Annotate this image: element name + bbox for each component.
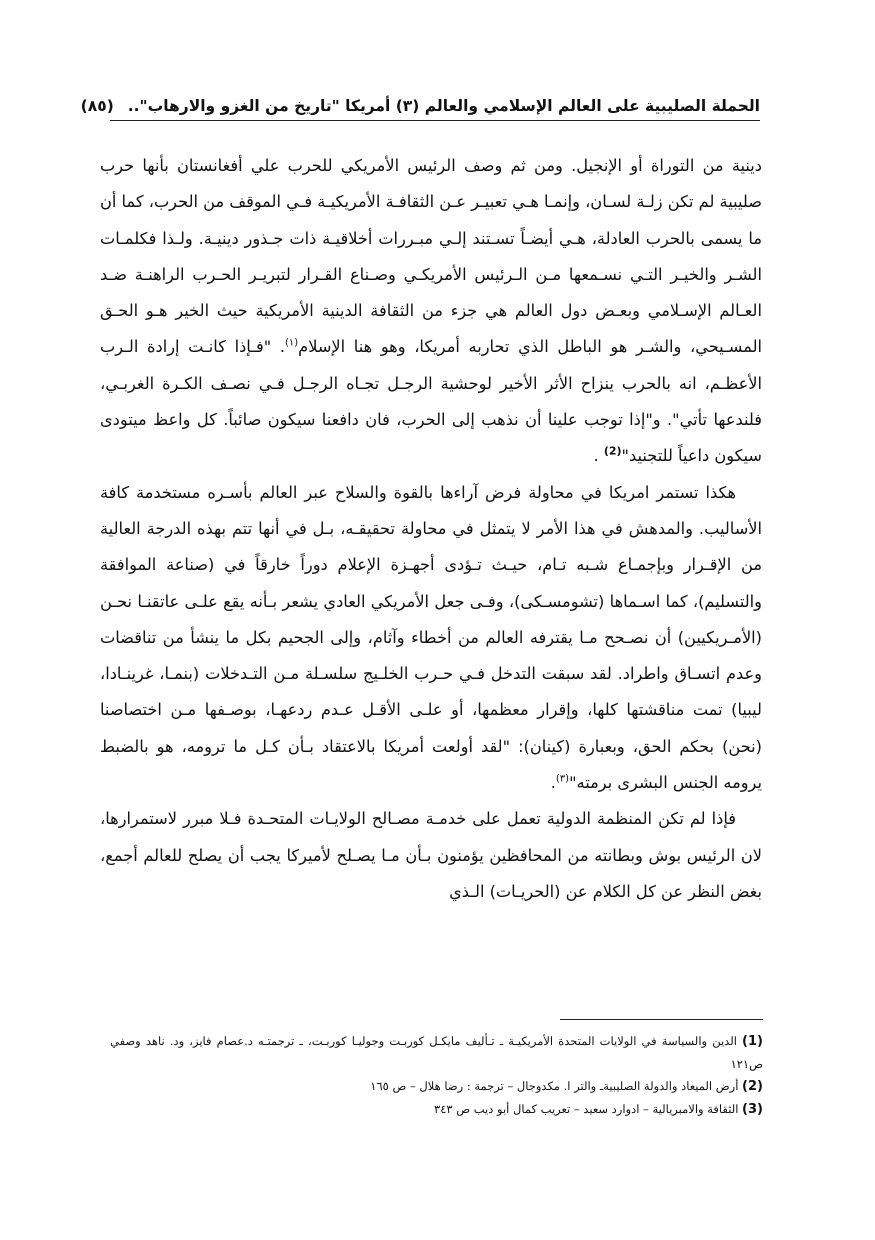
paragraph-2 xyxy=(100,475,762,802)
paragraph-text: دينية من التوراة أو الإنجيل. ومن ثم وصف الرئيس الأمريكي للحرب علي أفغانستان بأنها حرب صليبية لم تكن زلـة لسـان، وإنمـا هـي تعبيـر عـن الثقافـة الأمريكيـة فـي الموقف من الحرب، كما أن ما يسمى بالحرب العادلة، هـي أيضـاً تسـتند إلـي مبـررات أخلاقيـة ذات جـذور دينيـة. ولـذا فكلمـات الشـر والخيـر التـي نسـمعها مـن الـرئيس الأمريكـي وصـناع القـرار لتبريـر الحـرب الراهنـة ضـد العـالم الإسـلامي وبعـض دول العالم هي جزء من الثقافة الدينية الأمريكية حيث الخير هـو الحـق المسـيحي، والشـر هو الباطل الذي تحاربه أمريكا، وهو هنا الإسلام xyxy=(100,156,763,357)
paragraph-text: . "فـإذا كانـت إرادة الـرب الأعظـم، انه بالحرب ينزاح الأثر الأخير لوحشية الرجـل تجـاه الرجـل فـي نصـف الكـرة الغربـي، فلندعها تأتي". و"إذا توجب علينا أن نذهب إلى الحرب، فان دافعنا سيكون صائباً. كل واعظ ميتودى سيكون داعياً للتجنيد" xyxy=(100,337,762,466)
footnote-2 xyxy=(110,1075,763,1098)
footnote-number: (3) xyxy=(742,1102,763,1117)
body-text xyxy=(100,148,762,910)
footnote-separator xyxy=(560,1019,763,1020)
footnotes xyxy=(110,1030,763,1121)
running-header xyxy=(80,86,760,121)
page-number: (٨٥) xyxy=(80,97,114,115)
footnote-ref-1: (١) xyxy=(284,338,299,350)
footnote-text: الدين والسياسة في الولايات المتحدة الأمريكيـة ـ تـأليف مايكـل كوربـت وجوليـا كوربـت، ـ ترجمتـه د.عصام فايز، ود. ناهد وصفي ص١٢١ xyxy=(110,1034,763,1071)
footnote-ref-3: (٣) xyxy=(555,773,570,785)
paragraph-3 xyxy=(100,801,762,910)
footnote-3 xyxy=(110,1098,763,1121)
paragraph-text: . xyxy=(550,773,556,793)
footnote-number: (2) xyxy=(742,1079,763,1094)
header-title: الحملة الصليبية على العالم الإسلامي والعالم (٣) أمريكا "تاريخ من الغزو والارهاب".. xyxy=(127,97,760,115)
footnote-text: أرض الميعاد والدولة الصليبيةـ والتر ا. مكدوجال – ترجمة : رضا هلال – ص ١٦٥ xyxy=(370,1079,743,1093)
footnote-1 xyxy=(110,1030,763,1075)
paragraph-text: هكذا تستمر امريكا في محاولة فرض آراءها بالقوة والسلاح عبر العالم بأسـره مستخدمة كافة الأساليب. والمدهش في هذا الأمر لا يتمثل في محاولة تحقيقـه، بـل في أنها تتم بهذه الدرجة العالية من الإقـرار وبإجمـاع شـبه تـام، حيـث تـؤدى أجهـزة الإعلام دوراً خارقاً في (صناعة الموافقة والتسليم)، كما اسـماها (تشومسـكى)، وفـى جعل الأمريكي العادي يشعر بـأنه يقع علـى عاتقنـا نحـن (الأمـريكيين) أن نصـحح مـا يقترفه العالم من أخطاء وآثام، وإلى الجحيم بكل ما ينشأ من تناقضات وعدم اتسـاق واطراد. لقد سبقت التدخل فـي حـرب الخلـيج سلسـلة مـن التـدخلات (بنمـا، غرينـادا، ليبيا) تمت مناقشتها كلها، وإقرار معظمها، أو علـى الأقـل عـدم ردعهـا، بوصـفها مـن اختصاصنا (نحن) بحكم الحق، وبعبارة (كينان): "لقد أولعت أمريكا بالاعتقاد بـأن كـل ما ترومه، هو بالضبط يرومه الجنس البشرى برمته" xyxy=(100,482,762,793)
footnote-number: (1) xyxy=(742,1034,763,1049)
paragraph-text: فإذا لم تكن المنظمة الدولية تعمل على خدمـة مصـالح الولايـات المتحـدة فـلا مبرر لاستمرارها، لان الرئيس بوش وبطانته من المحافظين يؤمنون بـأن مـا يصـلح لأميركا يجب أن يصلح للعالم أجمع، بغض النظر عن كل الكلام عن (الحريـات) الـذي xyxy=(100,809,762,901)
footnote-ref-2: (2) xyxy=(603,444,622,458)
paragraph-text: . xyxy=(593,446,604,466)
footnote-text: الثقافة والامبريالية – ادوارد سعيد – تعريب كمال أبو ديب ص ٣٤٣ xyxy=(434,1102,743,1116)
paragraph-1 xyxy=(100,148,762,475)
